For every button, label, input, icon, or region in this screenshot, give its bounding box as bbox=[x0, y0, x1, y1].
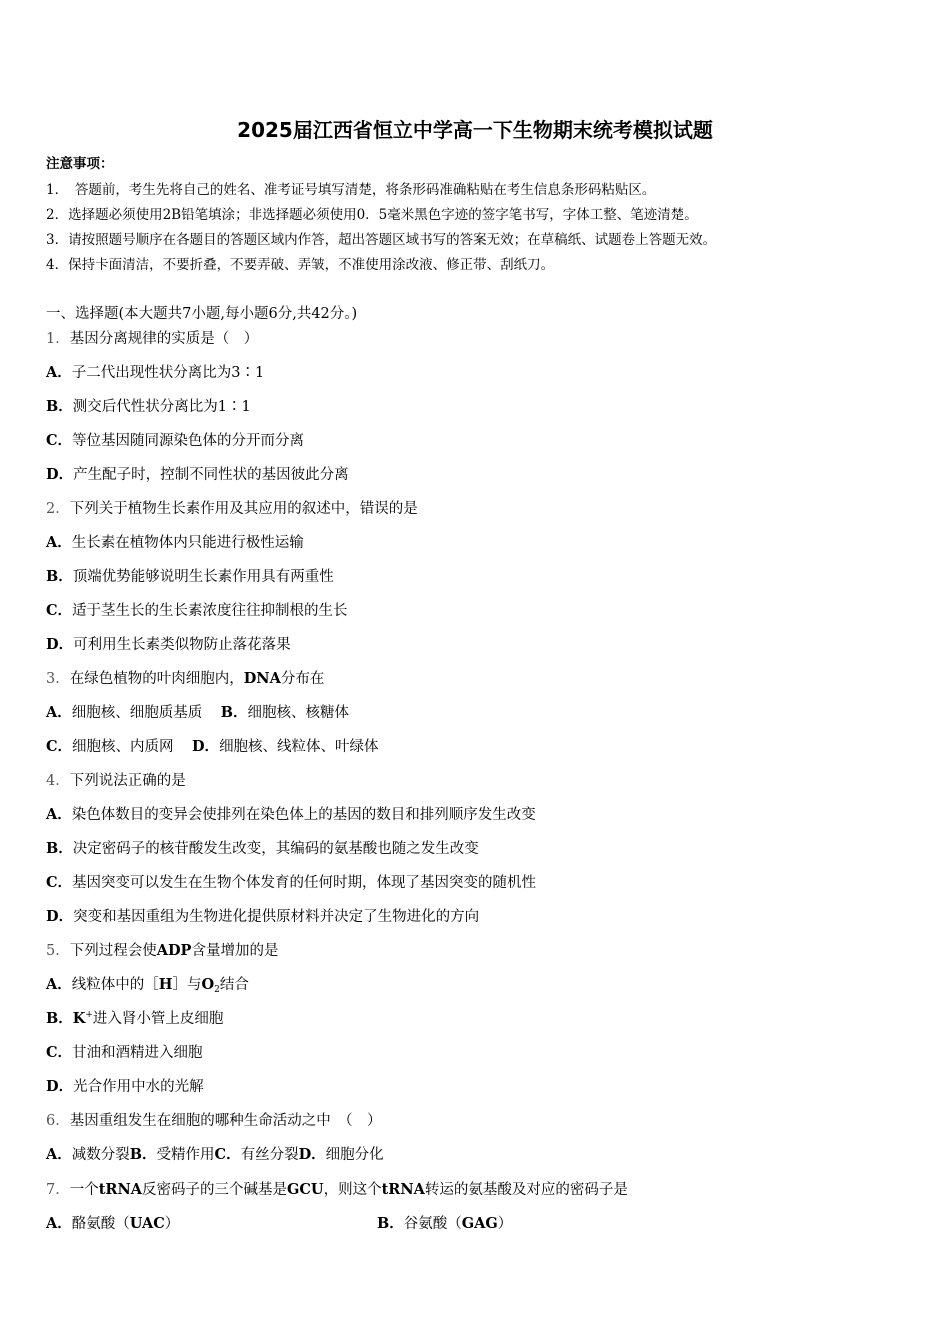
q5-option-b: B．K+进入肾小管上皮细胞 bbox=[46, 1010, 224, 1027]
q1-option-c: C．等位基因随同源染色体的分开而分离 bbox=[46, 432, 305, 449]
question-number: 6． bbox=[46, 1113, 70, 1129]
q1-option-b: B．测交后代性状分离比为1∶1 bbox=[46, 398, 251, 415]
question-text: 基因分离规律的实质是（ ） bbox=[69, 331, 259, 347]
q6-options: A．减数分裂B．受精作用C．有丝分裂D．细胞分化 bbox=[46, 1146, 384, 1163]
question-text: 基因重组发生在细胞的哪种生命活动之中 （ ） bbox=[69, 1113, 382, 1129]
q4-option-d: D．突变和基因重组为生物进化提供原材料并决定了生物进化的方向 bbox=[46, 908, 480, 925]
notice-item-1: 1． 答题前，考生先将自己的姓名、准考证号填写清楚，将条形码准确粘贴在考生信息条形码粘贴区。 bbox=[46, 182, 656, 198]
q7-option-a: A．酪氨酸（UAC） bbox=[46, 1215, 180, 1232]
question-4 bbox=[46, 769, 186, 790]
q2-option-a: A．生长素在植物体内只能进行极性运输 bbox=[46, 534, 304, 551]
page-title: 2025届江西省恒立中学高一下生物期末统考模拟试题 bbox=[237, 118, 713, 142]
question-7: 7．一个tRNA反密码子的三个碱基是GCU，则这个tRNA转运的氨基酸及对应的密码子是 bbox=[46, 1181, 628, 1198]
q4-option-a: A．染色体数目的变异会使排列在染色体上的基因的数目和排列顺序发生改变 bbox=[46, 806, 536, 823]
question-number: 4． bbox=[46, 773, 70, 789]
question-number: 1． bbox=[46, 331, 70, 347]
question-number: 2． bbox=[46, 501, 70, 517]
q2-option-d: D．可利用生长素类似物防止落花落果 bbox=[46, 636, 291, 653]
section-heading: 一、选择题(本大题共7小题,每小题6分,共42分。) bbox=[46, 306, 358, 322]
notice-item-4: 4．保持卡面清洁，不要折叠，不要弄破、弄皱，不准使用涂改液、修正带、刮纸刀。 bbox=[46, 257, 555, 273]
notice-heading: 注意事项： bbox=[46, 156, 114, 172]
notice-item-2: 2．选择题必须使用2B铅笔填涂；非选择题必须使用0．5毫米黑色字迹的签字笔书写，字体工整、笔迹清楚。 bbox=[46, 207, 698, 223]
q5-option-a: A．线粒体中的［H］与$O_2$结合 bbox=[46, 976, 249, 995]
question-number: 7． bbox=[46, 1182, 70, 1198]
question-3: 3．在绿色植物的叶肉细胞内，DNA分布在 bbox=[46, 670, 325, 687]
q2-option-c: C．适于茎生长的生长素浓度往往抑制根的生长 bbox=[46, 602, 348, 619]
q7-option-b: B．谷氨酸（GAG） bbox=[377, 1215, 513, 1232]
question-text: 下列说法正确的是 bbox=[69, 773, 186, 789]
q4-option-c: C．基因突变可以发生在生物个体发育的任何时期，体现了基因突变的随机性 bbox=[46, 874, 537, 891]
q5-option-d: D．光合作用中水的光解 bbox=[46, 1078, 204, 1095]
q4-option-b: B．决定密码子的核苷酸发生改变，其编码的氨基酸也随之发生改变 bbox=[46, 840, 479, 857]
q1-option-a: A．子二代出现性状分离比为3∶1 bbox=[46, 364, 265, 381]
question-6 bbox=[46, 1109, 381, 1130]
q3-options-cd: C．细胞核、内质网 D．细胞核、线粒体、叶绿体 bbox=[46, 738, 379, 755]
q1-option-d: D．产生配子时，控制不同性状的基因彼此分离 bbox=[46, 466, 349, 483]
question-text: 下列关于植物生长素作用及其应用的叙述中，错误的是 bbox=[69, 501, 418, 517]
question-number: 5． bbox=[46, 943, 70, 959]
question-5: 5．下列过程会使ADP含量增加的是 bbox=[46, 942, 279, 959]
q2-option-b: B．顶端优势能够说明生长素作用具有两重性 bbox=[46, 568, 334, 585]
q5-option-c: C．甘油和酒精进入细胞 bbox=[46, 1044, 203, 1061]
q3-options-ab: A．细胞核、细胞质基质 B．细胞核、核糖体 bbox=[46, 704, 349, 721]
question-1 bbox=[46, 327, 258, 348]
question-2 bbox=[46, 497, 418, 518]
question-number: 3． bbox=[46, 671, 70, 687]
notice-item-3: 3．请按照题号顺序在各题目的答题区域内作答，超出答题区域书写的答案无效；在草稿纸、试题卷上答题无效。 bbox=[46, 232, 717, 248]
